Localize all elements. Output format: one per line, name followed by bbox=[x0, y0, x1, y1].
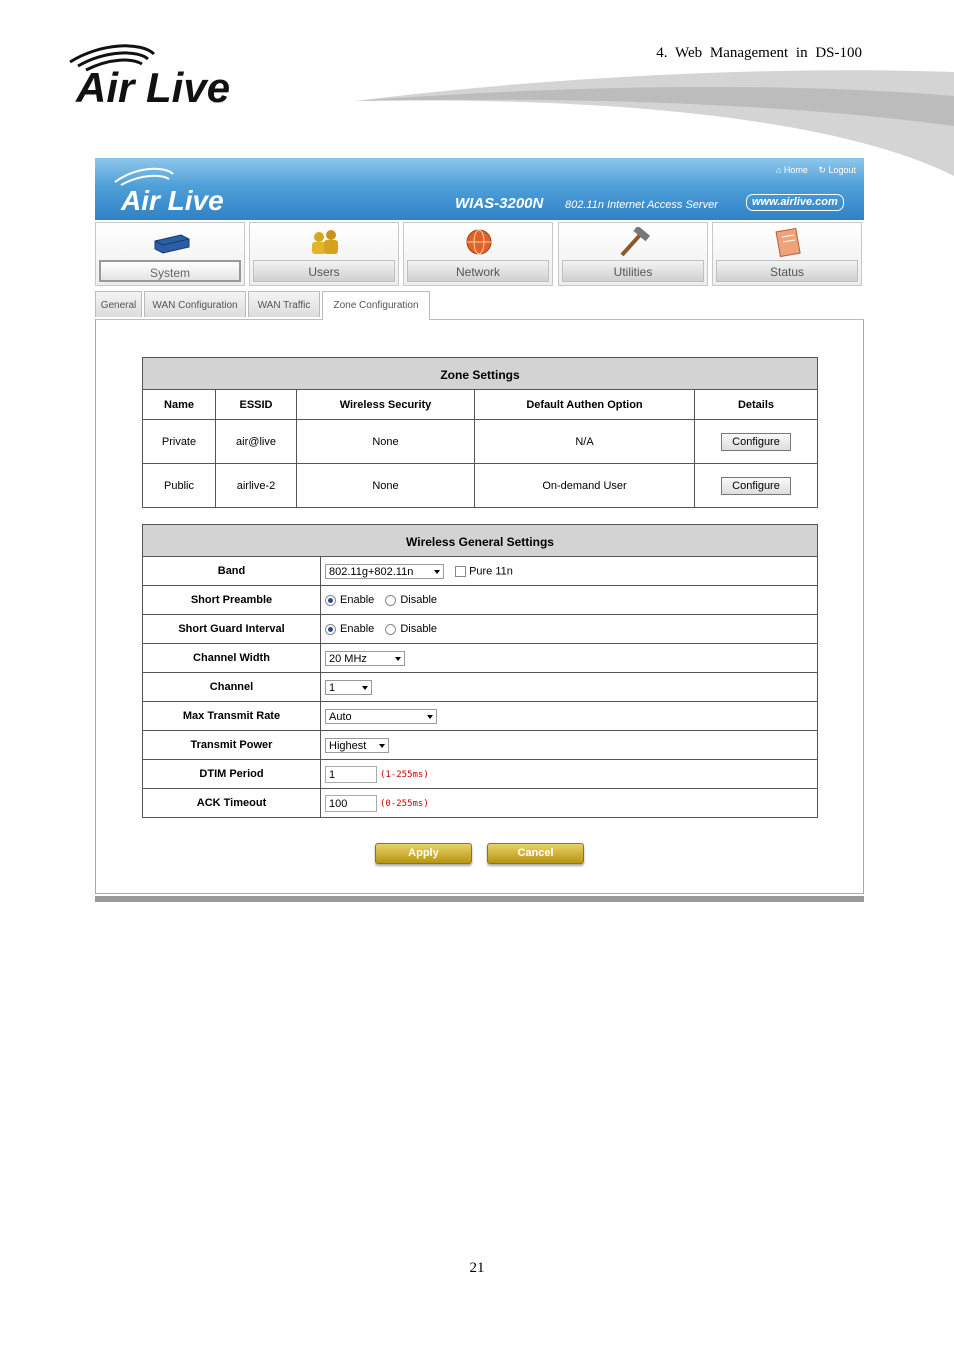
chevron-down-icon bbox=[362, 686, 368, 690]
column-header: Default Authen Option bbox=[475, 390, 695, 420]
zone-settings-title: Zone Settings bbox=[143, 358, 818, 390]
channel-width-label: Channel Width bbox=[143, 644, 321, 673]
zone-essid: airlive-2 bbox=[216, 464, 297, 508]
admin-ui bbox=[95, 158, 864, 902]
max-rate-label: Max Transmit Rate bbox=[143, 702, 321, 731]
form-actions bbox=[96, 841, 863, 864]
column-header: Name bbox=[143, 390, 216, 420]
ack-timeout-input[interactable]: 100 bbox=[325, 795, 377, 812]
tab-zone-configuration[interactable]: Zone Configuration bbox=[322, 291, 430, 320]
zone-security: None bbox=[297, 464, 475, 508]
zone-auth: N/A bbox=[475, 420, 695, 464]
top-nav bbox=[768, 165, 856, 176]
band-label: Band bbox=[143, 557, 321, 586]
dtim-hint: (1-255ms) bbox=[380, 769, 429, 780]
short-preamble-label: Short Preamble bbox=[143, 586, 321, 615]
column-header: Wireless Security bbox=[297, 390, 475, 420]
menu-label: Utilities bbox=[562, 260, 704, 282]
menu-item-system[interactable] bbox=[95, 222, 245, 286]
airlive-logo bbox=[62, 40, 292, 110]
footer-bar bbox=[95, 896, 864, 902]
sub-tabs bbox=[95, 291, 864, 320]
table-row bbox=[143, 420, 818, 464]
page-number: 21 bbox=[469, 1260, 485, 1276]
column-header: Details bbox=[695, 390, 818, 420]
zone-essid: air@live bbox=[216, 420, 297, 464]
document-icon bbox=[768, 227, 808, 257]
guard-disable-radio[interactable] bbox=[385, 624, 396, 635]
channel-select[interactable]: 1 bbox=[325, 680, 372, 695]
zone-name: Private bbox=[143, 420, 216, 464]
model-name: WIAS-3200N bbox=[455, 195, 544, 212]
guard-enable-radio[interactable] bbox=[325, 624, 336, 635]
chevron-down-icon bbox=[379, 744, 385, 748]
tab-wan-configuration[interactable]: WAN Configuration bbox=[144, 291, 246, 317]
document-title: 4. Web Management in DS-100 bbox=[656, 45, 862, 61]
zone-settings-table bbox=[142, 357, 818, 508]
cancel-button[interactable]: Cancel bbox=[487, 843, 584, 864]
channel-width-select[interactable]: 20 MHz bbox=[325, 651, 405, 666]
menu-item-utilities[interactable] bbox=[558, 222, 708, 286]
chevron-down-icon bbox=[395, 657, 401, 661]
zone-auth: On-demand User bbox=[475, 464, 695, 508]
configure-button[interactable]: Configure bbox=[721, 477, 791, 495]
menu-label: System bbox=[99, 260, 241, 282]
apply-button[interactable]: Apply bbox=[375, 843, 472, 864]
menu-item-network[interactable] bbox=[403, 222, 553, 286]
menu-label: Network bbox=[407, 260, 549, 282]
main-menu bbox=[95, 222, 864, 288]
channel-label: Channel bbox=[143, 673, 321, 702]
transmit-power-label: Transmit Power bbox=[143, 731, 321, 760]
banner bbox=[95, 158, 864, 220]
table-row bbox=[143, 464, 818, 508]
banner-logo bbox=[109, 164, 269, 216]
menu-item-users[interactable] bbox=[249, 222, 399, 286]
svg-text:Air Live: Air Live bbox=[121, 185, 224, 216]
configure-button[interactable]: Configure bbox=[721, 433, 791, 451]
transmit-power-select[interactable]: Highest bbox=[325, 738, 389, 753]
chevron-down-icon bbox=[434, 570, 440, 574]
users-icon bbox=[305, 227, 345, 257]
router-icon bbox=[151, 227, 191, 257]
preamble-enable-radio[interactable] bbox=[325, 595, 336, 606]
home-link[interactable]: ⌂ Home bbox=[775, 165, 808, 175]
preamble-disable-radio[interactable] bbox=[385, 595, 396, 606]
ack-timeout-label: ACK Timeout bbox=[143, 789, 321, 818]
model-subtitle: 802.11n Internet Access Server bbox=[565, 199, 718, 211]
globe-icon bbox=[459, 227, 499, 257]
wireless-general-table: Wireless General Settings Band 802.11g+802.11n Pure 11n Short Preamble Enable Disable Short Guard Interval Enable Disable Channel Width 20 MHz Channel 1 Max Transmit Rate Auto Transmit Power Highest DTIM Period 1 (1-255ms) ACK Timeout 100 (0-255ms) bbox=[142, 524, 818, 818]
band-select[interactable]: 802.11g+802.11n bbox=[325, 564, 444, 579]
ack-hint: (0-255ms) bbox=[380, 798, 429, 809]
tab-general[interactable]: General bbox=[95, 291, 142, 317]
menu-label: Users bbox=[253, 260, 395, 282]
max-rate-select[interactable]: Auto bbox=[325, 709, 437, 724]
tab-wan-traffic[interactable]: WAN Traffic bbox=[248, 291, 320, 317]
zone-name: Public bbox=[143, 464, 216, 508]
dtim-label: DTIM Period bbox=[143, 760, 321, 789]
tools-icon bbox=[614, 227, 654, 257]
pure-11n-label: Pure 11n bbox=[469, 564, 513, 577]
logout-link[interactable]: ↻ Logout bbox=[818, 165, 856, 175]
content-panel bbox=[95, 319, 864, 894]
chevron-down-icon bbox=[427, 715, 433, 719]
wireless-general-title: Wireless General Settings bbox=[143, 525, 818, 557]
svg-text:Air Live: Air Live bbox=[76, 64, 231, 110]
column-header: ESSID bbox=[216, 390, 297, 420]
website-link[interactable]: www.airlive.com bbox=[746, 194, 844, 211]
menu-label: Status bbox=[716, 260, 858, 282]
pure-11n-checkbox[interactable] bbox=[455, 566, 466, 577]
dtim-input[interactable]: 1 bbox=[325, 766, 377, 783]
zone-security: None bbox=[297, 420, 475, 464]
menu-item-status[interactable] bbox=[712, 222, 862, 286]
guard-interval-label: Short Guard Interval bbox=[143, 615, 321, 644]
